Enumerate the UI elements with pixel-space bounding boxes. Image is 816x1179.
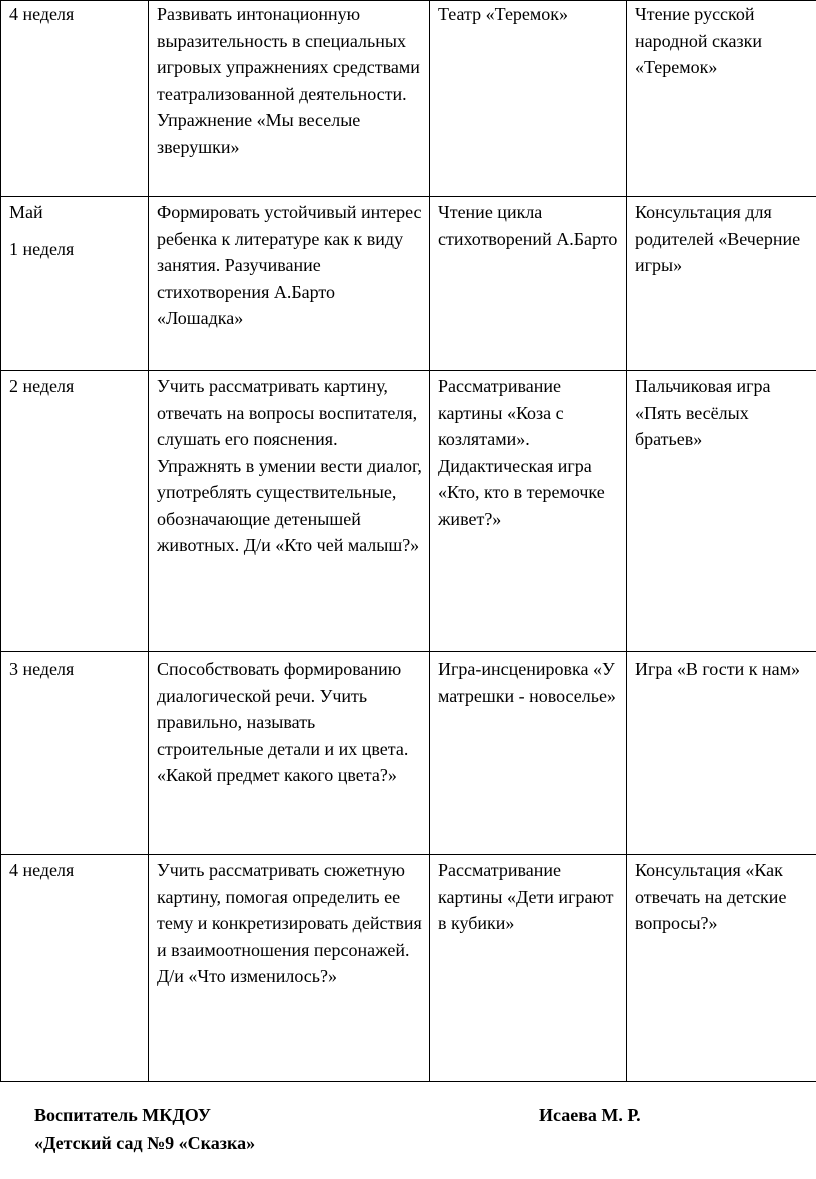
extra-activity-cell: Консультация «Как отвечать на детские вопросы?»: [627, 855, 816, 1082]
goal-cell: Формировать устойчивый интерес ребенка к литературе как к виду занятия. Разучивание стихотворения А.Барто «Лошадка»: [149, 197, 430, 371]
goal-cell: Способствовать формированию диалогической речи. Учить правильно, называть строительные детали и их цвета. «Какой предмет какого цвета?»: [149, 652, 430, 855]
signer-name: Исаева М. Р.: [539, 1105, 641, 1125]
week-cell: [1, 652, 149, 855]
week-label: 3 неделя: [9, 659, 75, 679]
activity-cell: Театр «Теремок»: [430, 1, 627, 197]
goal-cell: Учить рассматривать сюжетную картину, помогая определить ее тему и конкретизировать действия и взаимоотношения персонажей. Д/и «Что изменилось?»: [149, 855, 430, 1082]
extra-activity-cell: Чтение русской народной сказки «Теремок»: [627, 1, 816, 197]
table-row: [1, 1, 816, 197]
goal-cell: Развивать интонационную выразительность в специальных игровых упражнениях средствами театрализованной деятельности. Упражнение «Мы веселые зверушки»: [149, 1, 430, 197]
activity-cell: Игра-инсценировка «У матрешки - новоселье»: [430, 652, 627, 855]
activity-cell: Чтение цикла стихотворений А.Барто: [430, 197, 627, 371]
week-label: 2 неделя: [9, 376, 75, 396]
table-row: [1, 371, 816, 652]
kindergarten-name: «Детский сад №9 «Сказка»: [34, 1133, 256, 1153]
month-label: Май: [9, 202, 43, 222]
week-cell: [1, 1, 149, 197]
week-cell: [1, 371, 149, 652]
signature-position: [34, 1101, 255, 1157]
position-title: Воспитатель МКДОУ: [34, 1105, 211, 1125]
activity-cell: Рассматривание картины «Коза с козлятами». Дидактическая игра «Кто, кто в теремочке живет?»: [430, 371, 627, 652]
week-label: 4 неделя: [9, 4, 75, 24]
goal-cell: Учить рассматривать картину, отвечать на вопросы воспитателя, слушать его пояснения. Упражнять в умении вести диалог, употреблять существительные, обозначающие детенышей животных. Д/и «Кто чей малыш?»: [149, 371, 430, 652]
extra-activity-cell: Пальчиковая игра «Пять весёлых братьев»: [627, 371, 816, 652]
extra-activity-cell: Игра «В гости к нам»: [627, 652, 816, 855]
week-label: 1 неделя: [9, 238, 75, 259]
week-cell: [1, 197, 149, 371]
table-row: [1, 652, 816, 855]
extra-activity-cell: Консультация для родителей «Вечерние игры»: [627, 197, 816, 371]
table-row: [1, 197, 816, 371]
week-cell: [1, 855, 149, 1082]
week-label: 4 неделя: [9, 860, 75, 880]
activity-cell: Рассматривание картины «Дети играют в кубики»: [430, 855, 627, 1082]
table-row: [1, 855, 816, 1082]
